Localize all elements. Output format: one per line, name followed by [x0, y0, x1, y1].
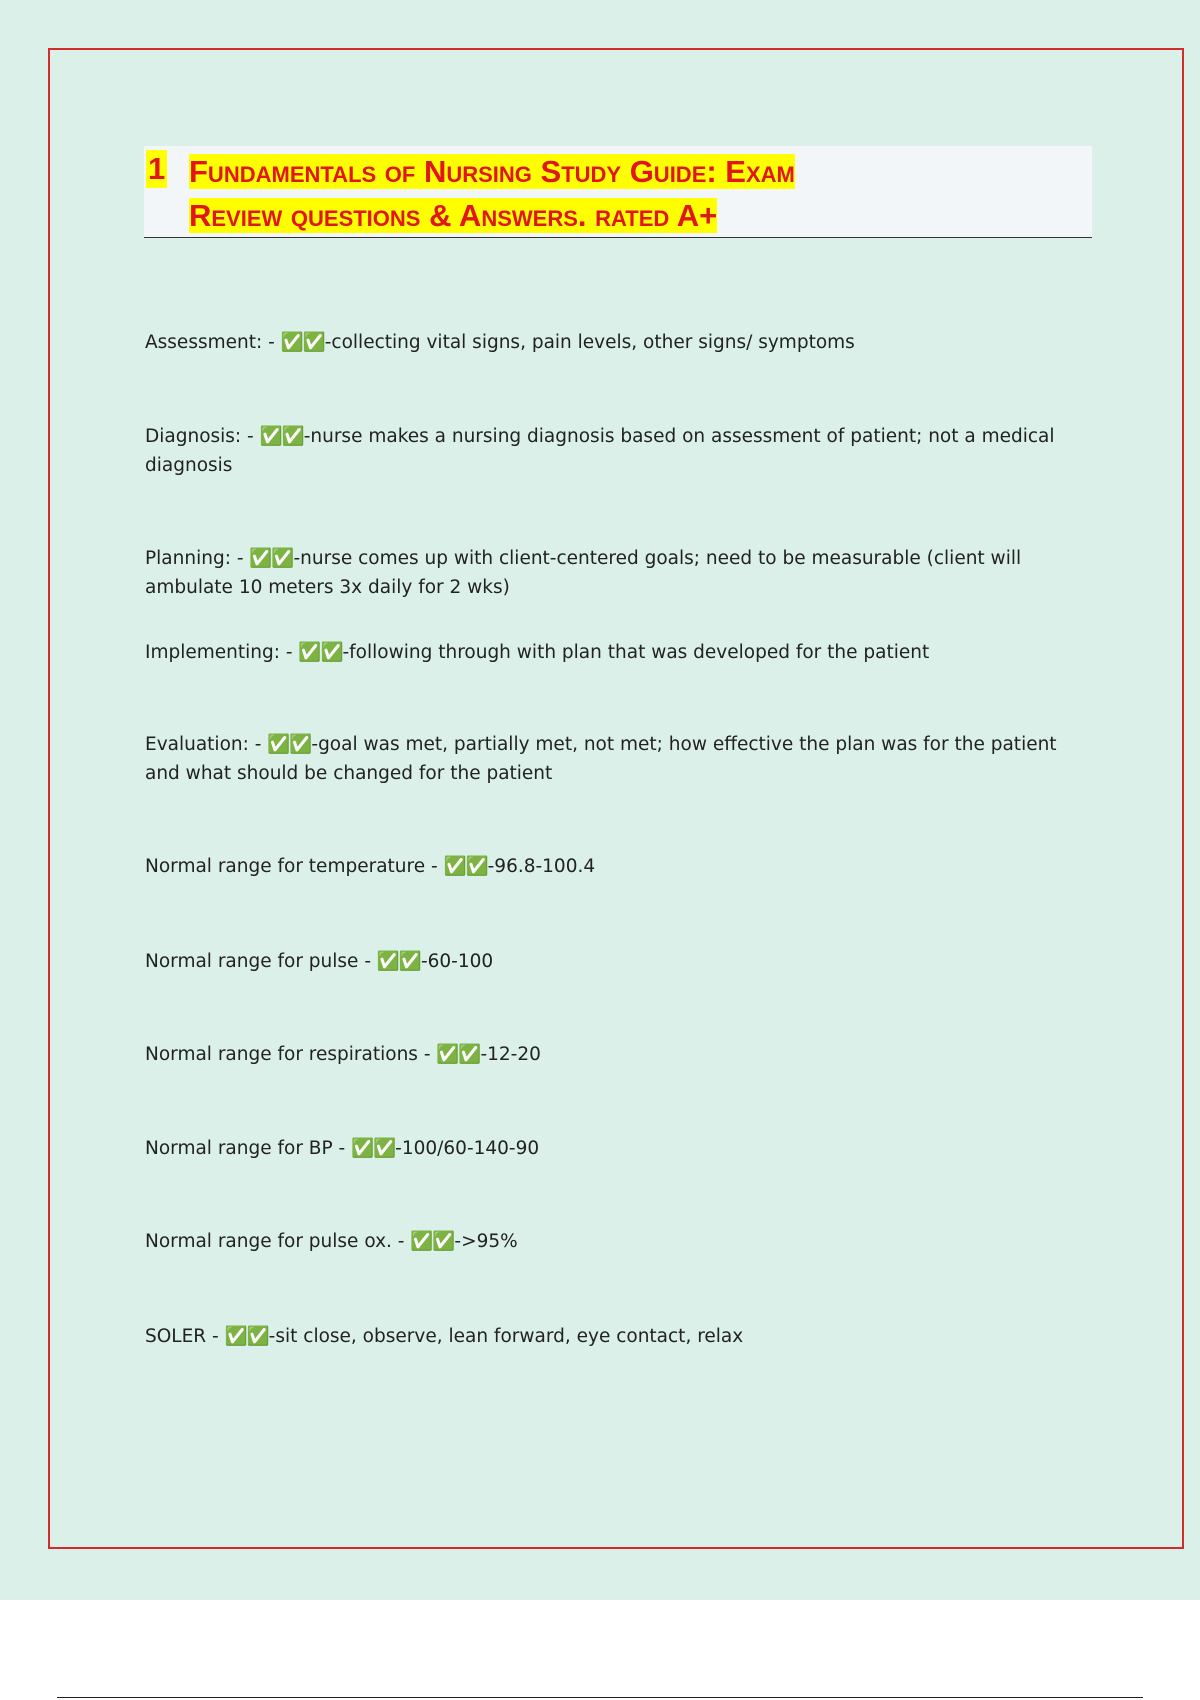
double-check-icon: ✅✅ [351, 1138, 396, 1159]
entry-term: Planning: [145, 548, 231, 569]
entry-definition: 96.8-100.4 [494, 856, 596, 877]
study-entries [145, 328, 1095, 1351]
double-check-icon: ✅✅ [224, 1326, 269, 1347]
entry-term: Normal range for respirations [145, 1044, 418, 1065]
study-entry: Normal range for temperature - ✅✅-96.8-100.4 [145, 856, 596, 877]
double-check-icon: ✅✅ [259, 426, 304, 447]
entry-definition: goal was met, partially met, not met; how effective the plan was for the patient and what should be changed for the patient [145, 734, 1057, 784]
double-check-icon: ✅✅ [298, 642, 343, 663]
study-entry: Normal range for BP - ✅✅-100/60-140-90 [145, 1138, 540, 1159]
entry-definition: >95% [461, 1231, 518, 1252]
double-check-icon: ✅✅ [267, 734, 312, 755]
entry-definition: following through with plan that was developed for the patient [349, 642, 930, 663]
document-heading [144, 146, 1092, 238]
study-entry: SOLER - ✅✅-sit close, observe, lean forward, eye contact, relax [145, 1326, 744, 1347]
entry-definition: collecting vital signs, pain levels, other signs/ symptoms [331, 332, 855, 353]
entry-definition: sit close, observe, lean forward, eye contact, relax [275, 1326, 744, 1347]
entry-term: Implementing: [145, 642, 280, 663]
entry-term: Diagnosis: [145, 426, 242, 447]
entry-term: Normal range for temperature [145, 856, 426, 877]
study-entry: Planning: - ✅✅-nurse comes up with client-centered goals; need to be measurable (client will ambulate 10 meters 3x daily for 2 wks) [145, 548, 1022, 598]
study-entry: Normal range for pulse - ✅✅-60-100 [145, 951, 494, 972]
study-entry: Diagnosis: - ✅✅-nurse makes a nursing diagnosis based on assessment of patient; not a medical diagnosis [145, 426, 1055, 476]
entry-term: SOLER [145, 1326, 207, 1347]
double-check-icon: ✅✅ [410, 1231, 455, 1252]
double-check-icon: ✅✅ [436, 1044, 481, 1065]
study-entry: Evaluation: - ✅✅-goal was met, partially met, not met; how effective the plan was for the patient and what should be changed for the patient [145, 734, 1057, 784]
heading-line-2: Review questions & Answers. rated A+ [189, 198, 718, 233]
double-check-icon: ✅✅ [376, 951, 421, 972]
double-check-icon: ✅✅ [249, 548, 294, 569]
study-entry: Implementing: - ✅✅-following through with plan that was developed for the patient [145, 642, 930, 663]
study-entry: Normal range for respirations - ✅✅-12-20 [145, 1044, 541, 1065]
entry-term: Normal range for BP [145, 1138, 333, 1159]
entry-definition: nurse comes up with client-centered goals; need to be measurable (client will ambulate 10 meters 3x daily for 2 wks) [145, 548, 1022, 598]
heading-line-1: Fundamentals of Nursing Study Guide: Exam [189, 154, 795, 189]
footer-divider [57, 1697, 1143, 1698]
study-entry: Assessment: - ✅✅-collecting vital signs, pain levels, other signs/ symptoms [145, 332, 855, 353]
double-check-icon: ✅✅ [280, 332, 325, 353]
entry-term: Normal range for pulse [145, 951, 359, 972]
entry-definition: nurse makes a nursing diagnosis based on assessment of patient; not a medical diagnosis [145, 426, 1055, 476]
entry-definition: 12-20 [487, 1044, 541, 1065]
entry-term: Evaluation: [145, 734, 249, 755]
study-entry: Normal range for pulse ox. - ✅✅->95% [145, 1231, 518, 1252]
entry-term: Normal range for pulse ox. [145, 1231, 392, 1252]
double-check-icon: ✅✅ [443, 856, 488, 877]
heading-number: 1 [148, 151, 166, 186]
entry-term: Assessment: [145, 332, 263, 353]
heading-title [189, 150, 1069, 238]
entry-definition: 60-100 [427, 951, 494, 972]
entry-definition: 100/60-140-90 [401, 1138, 540, 1159]
